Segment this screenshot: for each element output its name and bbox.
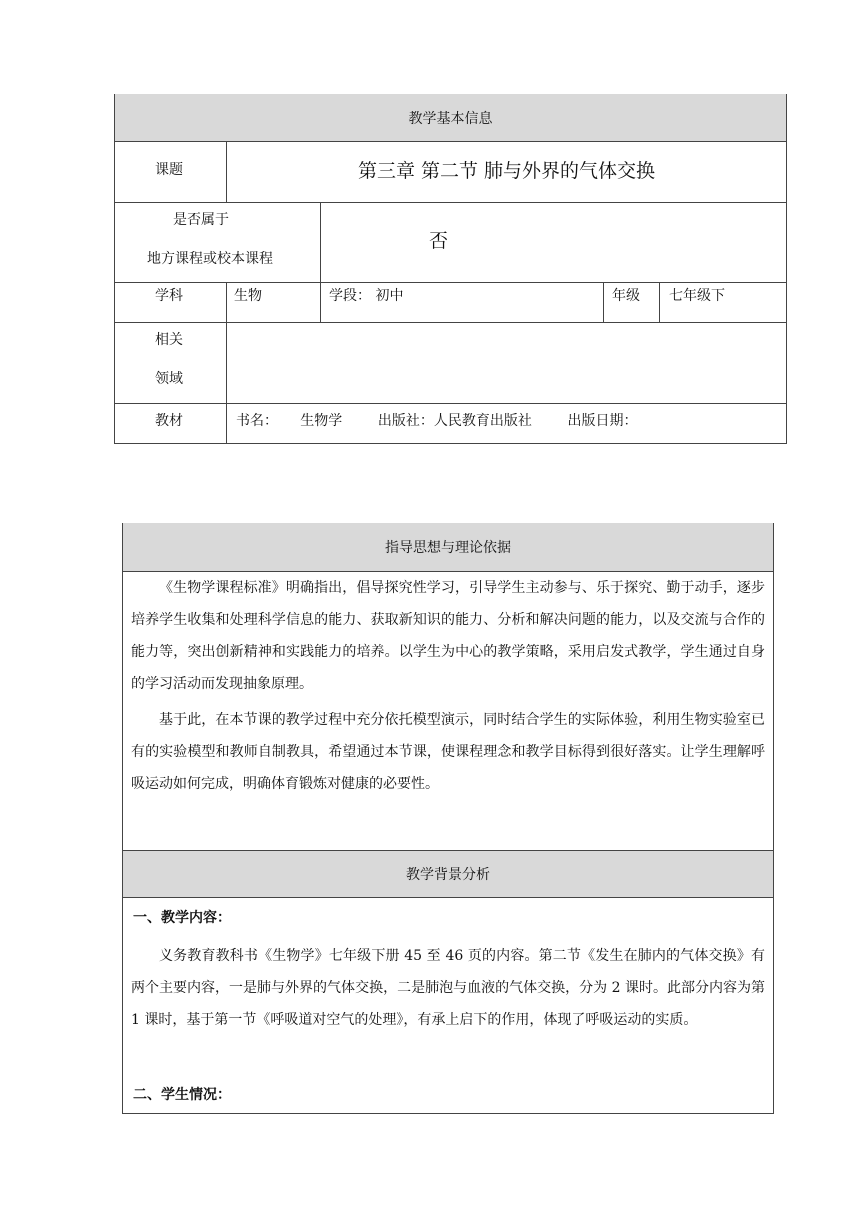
grade-value: 七年级下 (669, 288, 725, 304)
textbook-value: 书名： 生物学 出版社：人民教育出版社 出版日期： (236, 413, 638, 429)
guidance-paragraph-1: 《生物学课程标准》明确指出，倡导探究性学习，引导学生主动参与、乐于探究、勤于动手，逐步培养学生收集和处理科学信息的能力、获取新知识的能力、分析和解决问题的能力，以及交流与合作的能力等，突出创新精神和实践能力的培养。以学生为中心的教学策略，采用启发式教学，学生通过自身的学习活动而发现抽象原理。 (131, 580, 765, 692)
grade-label: 年级 (612, 288, 640, 304)
basic-info-title: 教学基本信息 (408, 111, 493, 127)
background-title: 教学背景分析 (406, 867, 490, 883)
basic-info-table (114, 94, 787, 444)
topic-value: 第三章 第二节 肺与外界的气体交换 (357, 160, 656, 182)
subject-value: 生物 (234, 288, 262, 304)
topic-row (115, 141, 786, 202)
guidance-table (122, 523, 774, 1114)
local-label-line1: 是否属于 (173, 212, 229, 228)
field-label-line2: 领域 (155, 371, 183, 387)
teaching-content-paragraph: 义务教育教科书《生物学》七年级下册 45 至 46 页的内容。第二节《发生在肺内的气体交换》有两个主要内容，一是肺与外界的气体交换，二是肺泡与血液的气体交换，分为 2 课时。此部分内容为第 1 课时，基于第一节《呼吸道对空气的处理》，有承上启下的作用，体现了呼吸运动的实质。 (131, 948, 765, 1028)
guidance-body (123, 571, 773, 850)
guidance-paragraph-2: 基于此，在本节课的教学过程中充分依托模型演示，同时结合学生的实际体验，利用生物实验室已有的实验模型和教师自制教具，希望通过本节课，使课程理念和教学目标得到很好落实。让学生理解呼吸运动如何完成，明确体育锻炼对健康的必要性。 (131, 712, 765, 792)
topic-label: 课题 (155, 162, 183, 178)
local-curriculum-row (115, 202, 786, 282)
local-label-line2: 地方课程或校本课程 (147, 251, 273, 267)
textbook-label: 教材 (155, 413, 183, 429)
student-situation-heading: 二、学生情况： (133, 1087, 231, 1103)
subject-label: 学科 (155, 288, 183, 304)
guidance-header (123, 523, 773, 571)
related-field-row (115, 322, 786, 403)
background-body (123, 897, 773, 1114)
subject-row (115, 282, 786, 322)
background-header (123, 850, 773, 897)
textbook-row (115, 403, 786, 444)
local-value: 否 (429, 230, 449, 252)
stage-value: 学段： 初中 (329, 288, 404, 304)
basic-info-header (115, 94, 786, 142)
teaching-content-heading: 一、教学内容： (133, 910, 231, 926)
field-label-line1: 相关 (155, 332, 183, 348)
guidance-title: 指导思想与理论依据 (385, 540, 511, 556)
